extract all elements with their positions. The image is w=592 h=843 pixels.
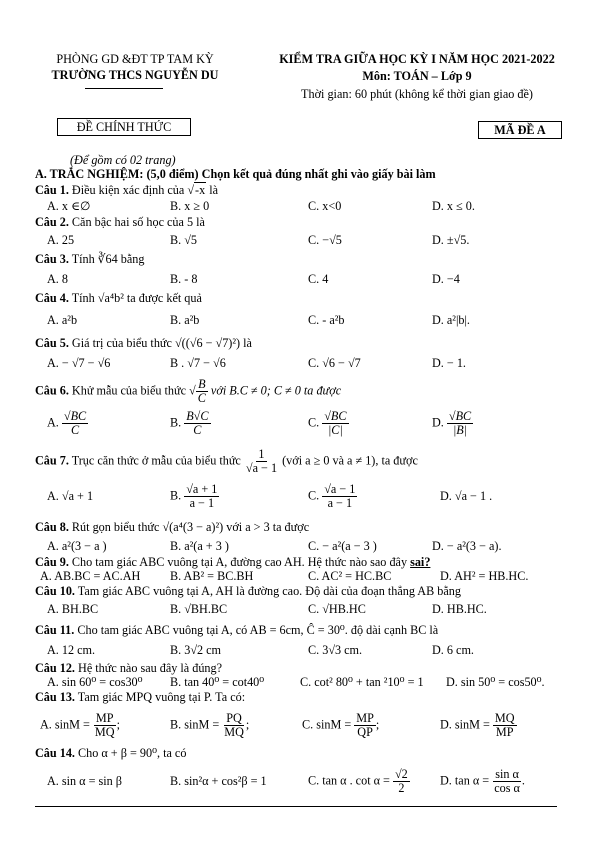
q7-option-b[interactable]: B. $\frac{√a + 1}{a - 1}$ xyxy=(170,482,218,511)
q9-option-a[interactable]: A. AB.BC = AC.AH xyxy=(40,569,141,583)
question-7: Câu 7. Trục căn thức ở mẫu của biểu thức $\frac{1}{√a - 1}$ (với a ≥ 0 và a ≠ 1), ta được xyxy=(35,447,418,476)
q5-option-d[interactable]: D. − 1. xyxy=(432,356,466,370)
exam-time: Thời gian: 60 phút (không kể thời gian giao đề) xyxy=(301,87,533,101)
question-8: Câu 8. Rút gọn biểu thức √(a⁴(3 − a)²) với a > 3 ta được xyxy=(35,520,310,534)
q8-option-a[interactable]: A. a²(3 − a ) xyxy=(47,539,107,553)
q11-option-a[interactable]: A. 12 cm. xyxy=(47,643,96,657)
q12-option-b[interactable]: B. tan 40⁰ = cot40⁰ xyxy=(170,675,265,689)
q11-option-d[interactable]: D. 6 cm. xyxy=(432,643,474,657)
q14-option-b[interactable]: B. sin²α + cos²β = 1 xyxy=(170,774,267,788)
q10-option-a[interactable]: A. BH.BC xyxy=(47,602,99,616)
section-title: A. TRẮC NGHIỆM: (5,0 điểm) Chọn kết quả đúng nhất ghi vào giấy bài làm xyxy=(35,167,436,181)
question-13: Câu 13. Tam giác MPQ vuông tại P. Ta có: xyxy=(35,690,246,704)
q9-option-b[interactable]: B. AB² = BC.BH xyxy=(170,569,254,583)
q14-option-d[interactable]: D. tan α = $\frac{\text{sin α}}{\text{cos α}}$ . xyxy=(440,767,525,796)
q8-option-d[interactable]: D. − a²(3 − a). xyxy=(432,539,502,553)
q4-option-a[interactable]: A. a²b xyxy=(47,313,78,327)
q13-option-d[interactable]: D. sinM = $\frac{MQ}{MP}$ xyxy=(440,711,515,740)
question-3: Câu 3. Tính ∛64 bằng xyxy=(35,252,145,266)
q7-option-d[interactable]: D. √a − 1 . xyxy=(440,489,493,503)
q5-option-a[interactable]: A. − √7 − √6 xyxy=(47,356,111,370)
q13-option-a[interactable]: A. sinM = $\frac{MP}{MQ}$ ; xyxy=(40,711,120,740)
exam-title: KIỂM TRA GIỮA HỌC KỲ I NĂM HỌC 2021-2022 xyxy=(279,52,555,66)
question-6: Câu 6. Khử mẫu của biểu thức √ $\frac{B}{C}$ với B.C ≠ 0; C ≠ 0 ta được xyxy=(35,377,342,406)
q6-option-c[interactable]: C. $\frac{√BC}{|C|}$ xyxy=(308,409,347,438)
page-count: (Để gồm có 02 trang) xyxy=(70,153,176,167)
official-badge: ĐỀ CHÍNH THỨC xyxy=(57,118,191,136)
exam-code: MÃ ĐỀ A xyxy=(478,121,562,139)
q6-option-a[interactable]: A. $\frac{√BC}{C}$ xyxy=(47,409,87,438)
q2-option-d[interactable]: D. ±√5. xyxy=(432,233,470,247)
q3-option-c[interactable]: C. 4 xyxy=(308,272,329,286)
question-2: Câu 2. Căn bậc hai số học của 5 là xyxy=(35,215,205,229)
q2-option-c[interactable]: C. −√5 xyxy=(308,233,342,247)
q1-option-c[interactable]: C. x<0 xyxy=(308,199,342,213)
q13-option-b[interactable]: B. sinM = $\frac{PQ}{MQ}$ ; xyxy=(170,711,250,740)
q3-option-d[interactable]: D. −4 xyxy=(432,272,460,286)
q14-option-c[interactable]: C. tan α . cot α = $\frac{√2}{2}$ xyxy=(308,767,408,796)
school-name: TRƯỜNG THCS NGUYỄN DU xyxy=(51,68,219,82)
q12-option-c[interactable]: C. cot² 80⁰ + tan ²10⁰ = 1 xyxy=(300,675,424,689)
question-5: Câu 5. Giá trị của biểu thức √((√6 − √7)²) là xyxy=(35,336,252,350)
q12-option-d[interactable]: D. sin 50⁰ = cos50⁰. xyxy=(446,675,545,689)
q8-option-c[interactable]: C. − a²(a − 3 ) xyxy=(308,539,377,553)
question-11: Câu 11. Cho tam giác ABC vuông tại A, có AB = 6cm, Ĉ = 30⁰. độ dài cạnh BC là xyxy=(35,623,439,637)
exam-subject: Môn: TOÁN – Lớp 9 xyxy=(362,69,472,83)
question-4: Câu 4. Tính √a⁴b² ta được kết quả xyxy=(35,291,202,305)
question-10: Câu 10. Tam giác ABC vuông tại A, AH là đường cao. Độ dài của đoạn thẳng AB bằng xyxy=(35,584,461,598)
q4-option-b[interactable]: B. a²b xyxy=(170,313,200,327)
q6-option-d[interactable]: D. $\frac{√BC}{|B|}$ xyxy=(432,409,472,438)
q3-option-a[interactable]: A. 8 xyxy=(47,272,68,286)
q11-option-b[interactable]: B. 3√2 cm xyxy=(170,643,222,657)
question-12: Câu 12. Hệ thức nào sau đây là đúng? xyxy=(35,661,223,675)
q11-option-c[interactable]: C. 3√3 cm. xyxy=(308,643,363,657)
q7-option-c[interactable]: C. $\frac{√a - 1}{a - 1}$ xyxy=(308,482,356,511)
q13-option-c[interactable]: C. sinM = $\frac{MP}{QP}$ ; xyxy=(302,711,380,740)
q2-option-a[interactable]: A. 25 xyxy=(47,233,75,247)
q2-option-b[interactable]: B. √5 xyxy=(170,233,198,247)
q10-option-d[interactable]: D. HB.HC. xyxy=(432,602,487,616)
q4-option-d[interactable]: D. a²|b|. xyxy=(432,313,470,327)
q9-option-c[interactable]: C. AC² = HC.BC xyxy=(308,569,392,583)
q3-option-b[interactable]: B. - 8 xyxy=(170,272,198,286)
q1-option-b[interactable]: B. x ≥ 0 xyxy=(170,199,210,213)
q4-option-c[interactable]: C. - a²b xyxy=(308,313,345,327)
q5-option-b[interactable]: B . √7 − √6 xyxy=(170,356,226,370)
q14-option-a[interactable]: A. sin α = sin β xyxy=(47,774,122,788)
question-9: Câu 9. Cho tam giác ABC vuông tại A, đường cao AH. Hệ thức nào sao đây sai? xyxy=(35,555,431,569)
question-1: Câu 1. Điều kiện xác định của √-x là xyxy=(35,183,219,197)
header-divider xyxy=(85,88,163,89)
q10-option-c[interactable]: C. √HB.HC xyxy=(308,602,366,616)
q10-option-b[interactable]: B. √BH.BC xyxy=(170,602,228,616)
q5-option-c[interactable]: C. √6 − √7 xyxy=(308,356,361,370)
q9-option-d[interactable]: D. AH² = HB.HC. xyxy=(440,569,529,583)
q6-option-b[interactable]: B. $\frac{B√C}{C}$ xyxy=(170,409,209,438)
dept-name: PHÒNG GD &ĐT TP TAM KỲ xyxy=(56,52,214,66)
q12-option-a[interactable]: A. sin 60⁰ = cos30⁰ xyxy=(47,675,143,689)
q8-option-b[interactable]: B. a²(a + 3 ) xyxy=(170,539,229,553)
q1-option-a[interactable]: A. x ∈∅ xyxy=(47,199,91,213)
q7-option-a[interactable]: A. √a + 1 xyxy=(47,489,94,503)
question-14: Câu 14. Cho α + β = 90⁰, ta có xyxy=(35,746,187,760)
footer-rule xyxy=(35,806,557,807)
q1-option-d[interactable]: D. x ≤ 0. xyxy=(432,199,475,213)
